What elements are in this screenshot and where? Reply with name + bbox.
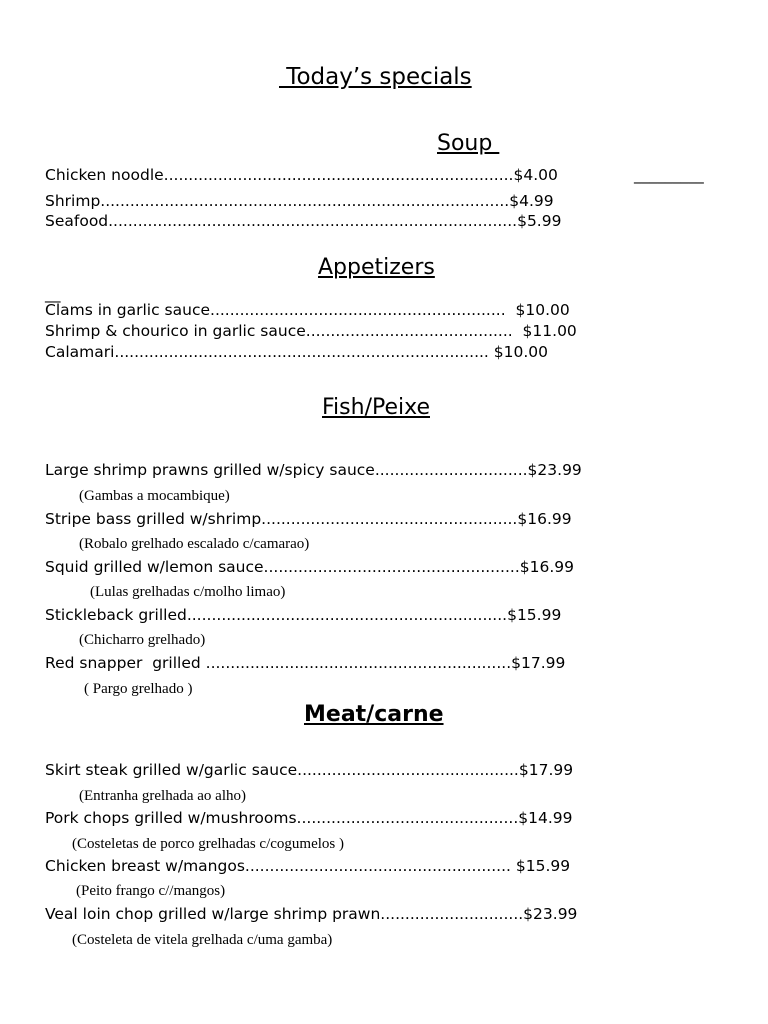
- menu-item: Veal loin chop grilled w/large shrimp prawn.............................$23.99: [45, 905, 578, 923]
- menu-item: Pork chops grilled w/mushrooms.............................................$14.99: [45, 809, 573, 827]
- menu-item-translation: (Costeleta de vitela grelhada c/uma gamba): [72, 932, 333, 948]
- section-heading-meat: Meat/carne: [304, 702, 444, 727]
- menu-item-translation: (Gambas a mocambique): [79, 488, 230, 504]
- section-heading-soup: Soup: [437, 131, 500, 156]
- menu-item: Seafood...................................................................................$5.99: [45, 212, 562, 230]
- menu-item: Chicken noodle.......................................................................$4.00: [45, 166, 558, 184]
- menu-item: Squid grilled w/lemon sauce....................................................$16.99: [45, 558, 574, 576]
- menu-item: Stickleback grilled.................................................................$15.99: [45, 606, 562, 624]
- menu-item: Shrimp & chourico in garlic sauce.......................................... $11.00: [45, 322, 577, 340]
- menu-item-translation: (Costeletas de porco grelhadas c/cogumelos ): [72, 836, 344, 852]
- section-heading-appetizers: Appetizers: [318, 255, 435, 280]
- menu-item: Chicken breast w/mangos...................................................... $15.99: [45, 857, 571, 875]
- menu-item: Calamari............................................................................ $10.00: [45, 343, 549, 361]
- menu-item: Skirt steak grilled w/garlic sauce.............................................$17.99: [45, 761, 574, 779]
- menu-item-translation: ( Pargo grelhado ): [84, 681, 193, 697]
- trailing-rule: _________: [634, 166, 704, 184]
- menu-item-translation: (Lulas grelhadas c/molho limao): [90, 584, 286, 600]
- section-heading-fish: Fish/Peixe: [322, 395, 430, 420]
- menu-item-translation: (Peito frango c//mangos): [76, 883, 226, 899]
- menu-item-translation: (Entranha grelhada ao alho): [79, 788, 246, 804]
- menu-item: Clams in garlic sauce............................................................ $10.00: [45, 301, 570, 319]
- menu-item: Stripe bass grilled w/shrimp....................................................$16.99: [45, 510, 572, 528]
- menu-item: Shrimp...................................................................................$4.99: [45, 192, 554, 210]
- menu-item-translation: (Chicharro grelhado): [79, 632, 206, 648]
- menu-item-translation: (Robalo grelhado escalado c/camarao): [79, 536, 310, 552]
- stray-mark: __: [45, 285, 61, 303]
- page-title: Today’s specials: [279, 64, 472, 90]
- menu-item: Red snapper grilled ..............................................................$17.99: [45, 654, 566, 672]
- menu-item: Large shrimp prawns grilled w/spicy sauce...............................$23.99: [45, 461, 582, 479]
